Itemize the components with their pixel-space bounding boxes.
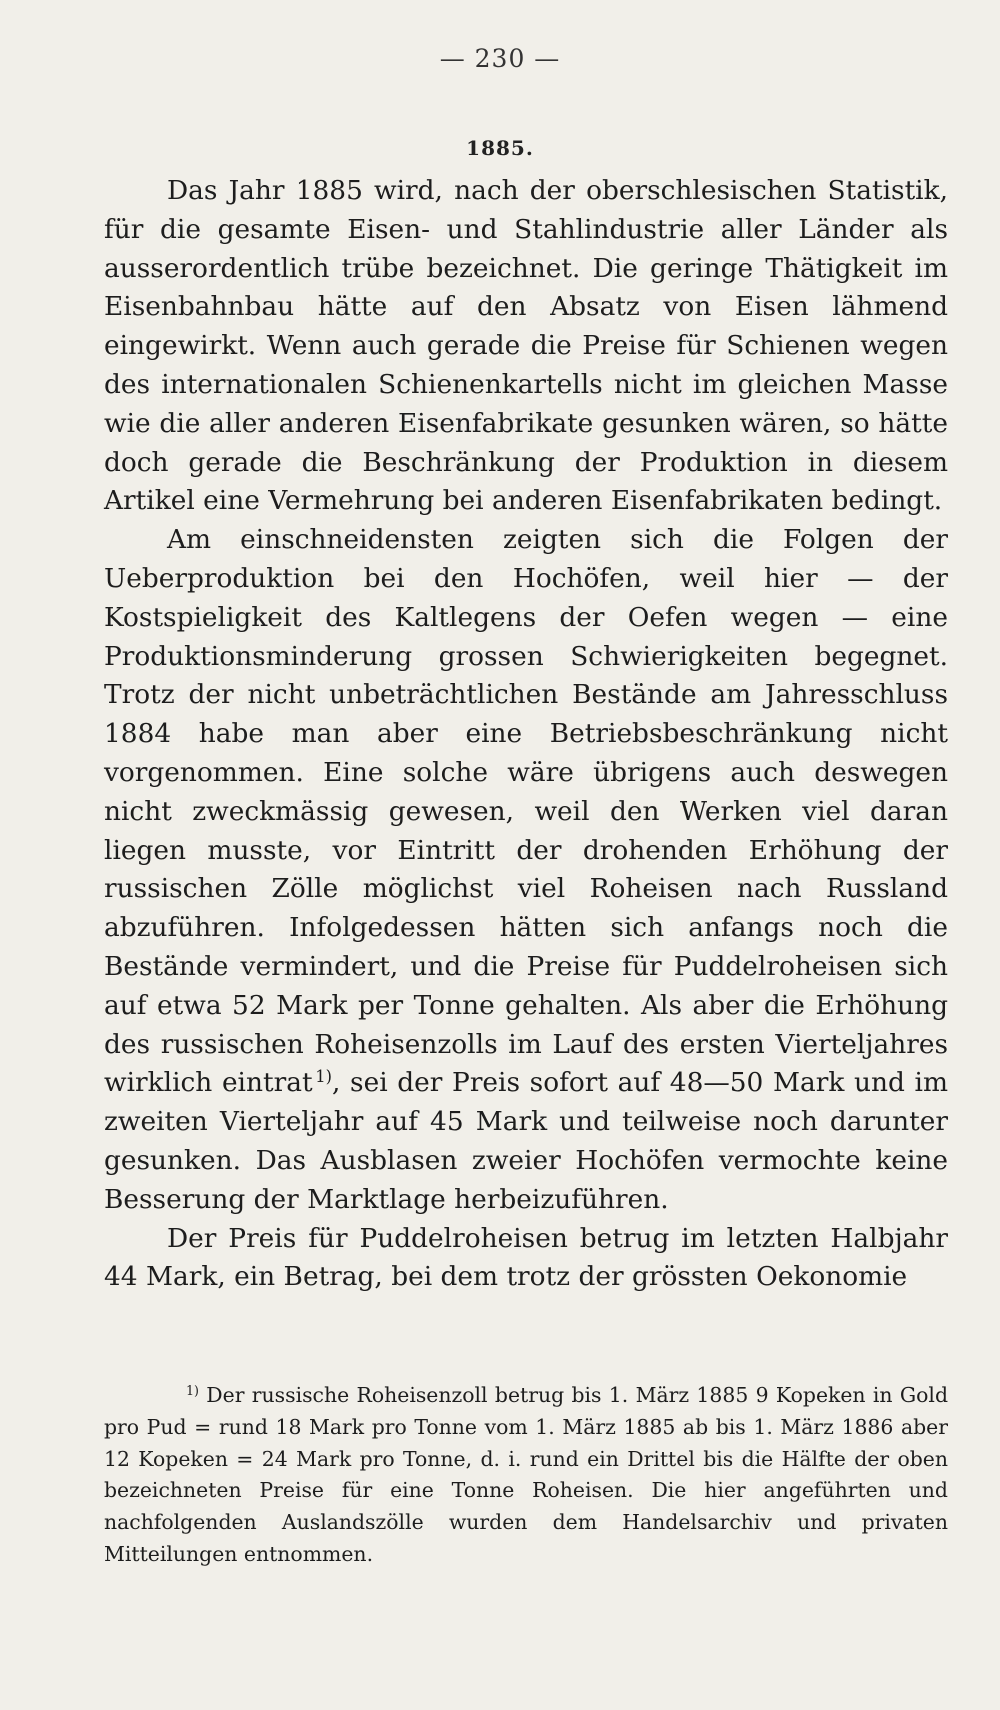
page-number: — 230 — xyxy=(439,44,561,73)
paragraph-2-text-after-note: , sei der Preis sofort auf 48—50 Mark und im zweiten Vierteljahr auf 45 Mark und teilweise noch darunter gesunken. Das Ausblasen zweier Hochöfen vermochte keine Besserung der Marktlage herbeizuführen. xyxy=(104,1067,948,1215)
footnote-marker: 1) xyxy=(186,1383,199,1399)
main-text xyxy=(104,172,948,1297)
paragraph-1: Das Jahr 1885 wird, nach der oberschlesischen Statistik, für die gesamte Eisen- und Stahlindustrie aller Länder als ausserordentlich trübe bezeichnet. Die geringe Thätigkeit im Eisenbahnbau hätte auf den Absatz von Eisen lähmend eingewirkt. Wenn auch gerade die Preise für Schienen wegen des internationalen Schienenkartells nicht im gleichen Masse wie die aller anderen Eisenfabrikate gesunken wären, so hätte doch gerade die Beschränkung der Produktion in diesem Artikel eine Vermehrung bei anderen Eisenfabrikaten bedingt. xyxy=(104,175,948,517)
paragraph-2-text-before-note: Am einschneidensten zeigten sich die Folgen der Ueberproduktion bei den Hochöfen, weil hier — der Kostspieligkeit des Kaltlegens der Oefen wegen — eine Produktionsminderung grossen Schwierigkeiten begegnet. Trotz der nicht unbeträchtlichen Bestände am Jahresschluss 1884 habe man aber eine Betriebsbeschränkung nicht vorgenommen. Eine solche wäre übrigens auch deswegen nicht zweckmässig gewesen, weil den Werken viel daran liegen musste, vor Eintritt der drohenden Erhöhung der russischen Zölle möglichst viel Roheisen nach Russland abzuführen. Infolgedessen hätten sich anfangs noch die Bestände vermindert, und die Preise für Puddelroheisen sich auf etwa 52 Mark per Tonne gehalten. Als aber die Erhöhung des russischen Roheisenzolls im Lauf des ersten Vierteljahres wirklich eintrat xyxy=(104,524,948,1099)
section-heading: 1885. xyxy=(466,136,534,160)
footnote-body: Der russische Roheisenzoll betrug bis 1. März 1885 9 Kopeken in Gold pro Pud = rund 18 Mark pro Tonne vom 1. März 1885 ab bis 1. März 1886 aber 12 Kopeken = 24 Mark pro Tonne, d. i. rund ein Drittel bis die Hälfte der oben bezeichneten Preise für eine Tonne Roheisen. Die hier angeführten und nachfolgenden Auslandszölle wurden dem Handelsarchiv und privaten Mitteilungen entnommen. xyxy=(104,1383,948,1566)
footnote-paragraph xyxy=(104,1380,948,1571)
footnote xyxy=(104,1380,948,1571)
footnote-reference: 1) xyxy=(315,1067,332,1087)
paragraph-3: Der Preis für Puddelroheisen betrug im letzten Halbjahr 44 Mark, ein Betrag, bei dem trotz der grössten Oekonomie xyxy=(104,1222,948,1293)
paragraph-2 xyxy=(104,521,948,1219)
